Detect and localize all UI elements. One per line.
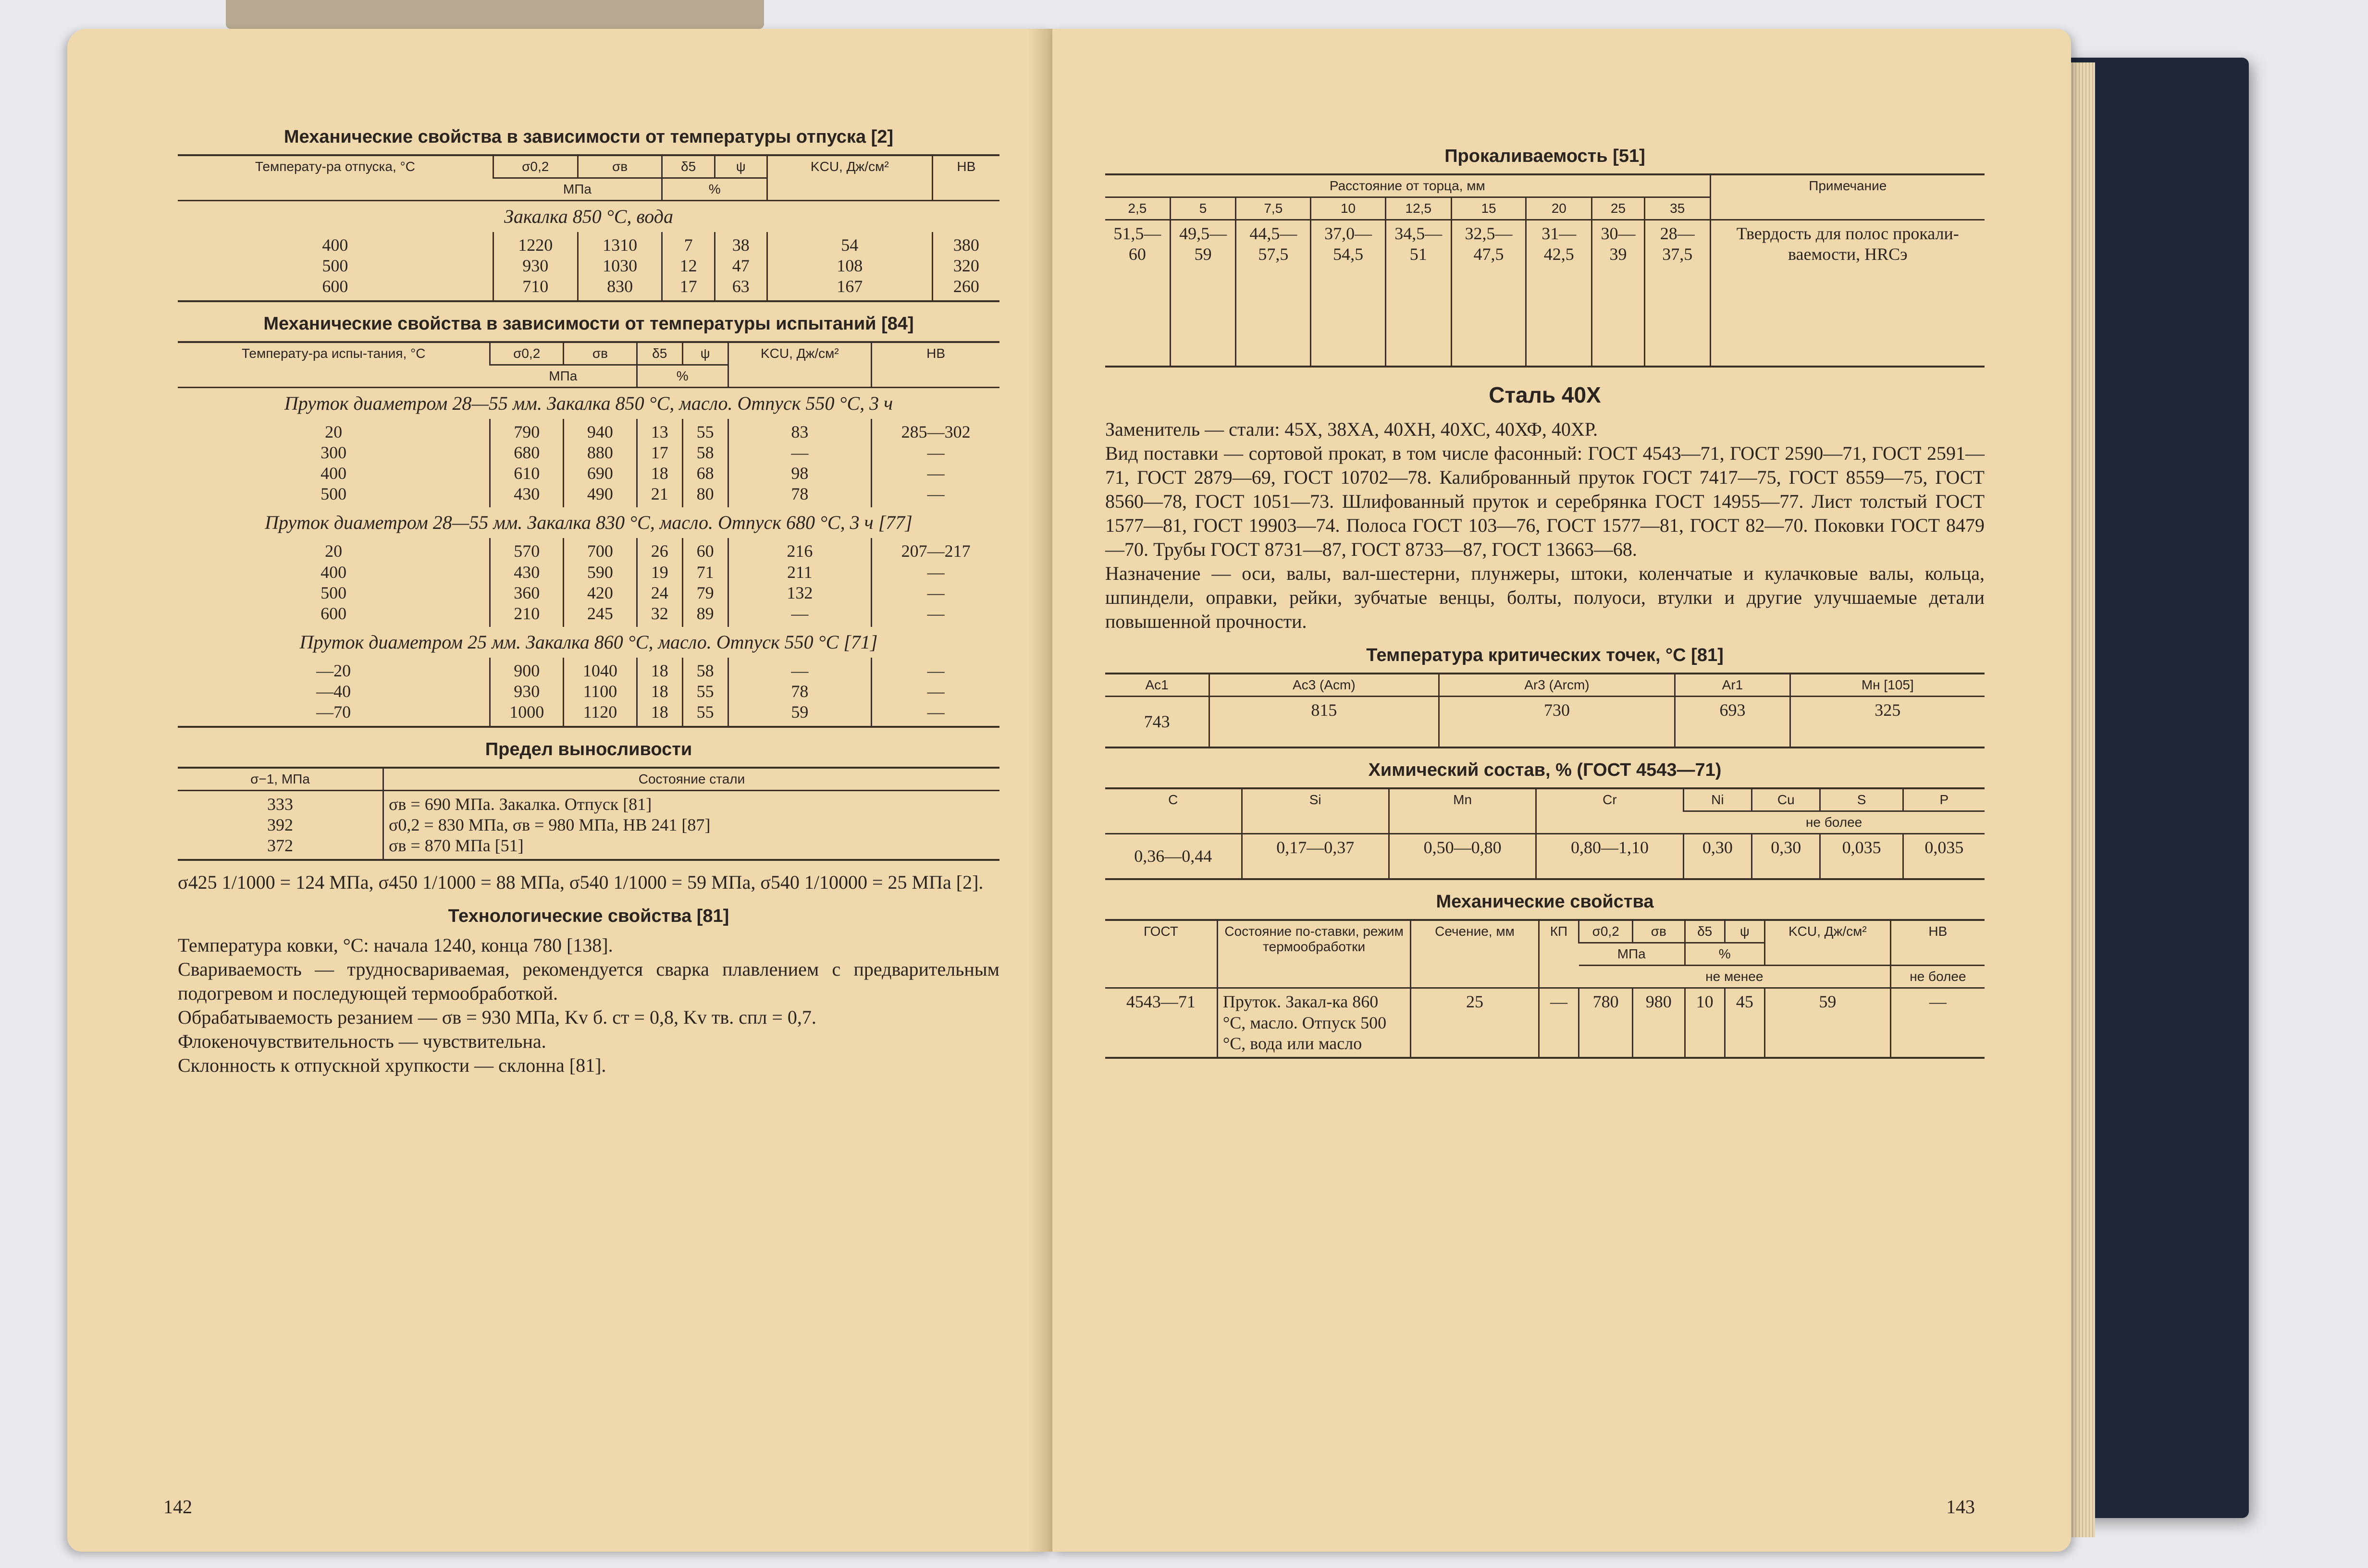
cell: —20 —40 —70 [316,661,351,722]
cell: 4543—71 [1126,992,1196,1012]
table-mechanical [1105,919,1985,1059]
cell: 1040 1100 1120 [564,658,637,727]
col-h: Ac1 [1105,674,1209,697]
col-h: 10 [1311,197,1386,220]
cell: 20 300 400 500 [321,422,347,504]
cell: 54 108 167 [767,232,932,301]
cell: 59 [1764,988,1890,1058]
col-h: 5 [1170,197,1236,220]
group-label: Пруток диаметром 28—55 мм. Закалка 830 °С, масло. Отпуск 680 °С, 3 ч [77] [265,512,913,534]
cell: 83 — 98 78 [728,419,872,508]
table-test-temp [178,341,999,728]
col-h: S [1820,788,1903,811]
cell: 55 58 68 80 [682,419,728,508]
col-h: 12,5 [1385,197,1451,220]
cell: 980 [1633,988,1685,1058]
col-h: Ni [1683,788,1751,811]
cell: 743 [1144,712,1170,731]
cell: 693 [1675,697,1790,748]
cell: 28—37,5 [1644,220,1710,367]
tech-line: Склонность к отпускной хрупкости — склонна [81]. [178,1054,606,1077]
tech-line: Обрабатываемость резанием — σв = 930 МПа, Kv б. ст = 0,8, Kv тв. спл = 0,7. [178,1006,816,1029]
col-h: 7,5 [1236,197,1311,220]
col-h: Состояние стали [383,768,1000,791]
unit: не более [1683,811,1985,834]
table-temper [178,154,999,302]
cell: 25 [1411,988,1539,1058]
unit: МПа [493,178,662,201]
col-h: P [1903,788,1985,811]
col-h: НВ [872,342,999,388]
desc-line: Вид поставки — сортовой прокат, в том числе фасонный: ГОСТ 4543—71, ГОСТ 2590—71, ГОСТ 2591—71, ГОСТ 2879—69, ГОСТ 10702—78. Калиброванный пруток ГОСТ 7417—75, ГОСТ 8559—75, ГОСТ 8560—78, ГОСТ 1051—73. Шлифованный пруток и серебрянка ГОСТ 14955—77. Лист толстый ГОСТ 1577—81, ГОСТ 19903—74. Полоса ГОСТ 103—76, ГОСТ 1577—81, ГОСТ 82—70. Поковки ГОСТ 8479—70. Трубы ГОСТ 8731—87, ГОСТ 8733—87, ГОСТ 13663—68. [1105,442,1985,560]
cell: 30—39 [1592,220,1645,367]
cell: 51,5—60 [1113,224,1161,264]
cell: 900 930 1000 [490,658,564,727]
cell: 0,80—1,10 [1536,834,1683,880]
col-h: 15 [1451,197,1526,220]
t1-title: Механические свойства в зависимости от температуры отпуска [2] [284,127,894,147]
col-h: Mn [1389,788,1536,834]
cell: 780 [1579,988,1633,1058]
cell: 60 71 79 89 [682,538,728,627]
col-h: Si [1242,788,1389,834]
col-h: Температу-ра отпуска, °С [178,155,493,201]
table-critical-points [1105,673,1985,748]
table-endurance [178,767,999,861]
col-h: σ0,2 [493,155,578,178]
cell: 0,035 [1903,834,1985,880]
group-label: Закалка 850 °С, вода [504,206,673,227]
tech-line: Флокеночувствительность — чувствительна. [178,1030,546,1053]
unit: % [662,178,767,201]
cell: 45 [1725,988,1764,1058]
unit: % [637,365,728,387]
page-right [1052,29,2071,1552]
cell: 1310 1030 830 [578,232,662,301]
unit: МПа [490,365,637,387]
col-h: Ac3 (Acm) [1209,674,1439,697]
cell: 730 [1439,697,1675,748]
cell: 7 12 17 [662,232,715,301]
group-label: Пруток диаметром 25 мм. Закалка 860 °С, масло. Отпуск 550 °С [71] [299,631,878,653]
table-hardenability [1105,173,1985,368]
page-left [67,29,1052,1552]
cell: 285—302 — — — [872,419,999,508]
cell: 570 430 360 210 [490,538,564,627]
cell: 400 500 600 [322,235,348,296]
col-h: Сечение, мм [1411,920,1539,988]
col-h: KCU, Дж/см² [1764,920,1890,966]
cell: 20 400 500 600 [321,541,347,623]
col-h: σв [578,155,662,178]
col-h: Примечание [1710,174,1985,220]
col-h: Ar3 (Arcm) [1439,674,1675,697]
col-h: ψ [1725,920,1764,943]
desc-line: Назначение — оси, валы, вал-шестерни, плунжеры, штоки, коленчатые и кулачковые валы, кольца, шпиндели, оправки, рейки, зубчатые венцы, болты, полуоси, втулки и другие улучшаемые детали повышенной прочности. [1105,563,1985,632]
cell: 31—42,5 [1526,220,1592,367]
cell: 790 680 610 430 [490,419,564,508]
col-h: δ5 [662,155,715,178]
cell: σв = 690 МПа. Закалка. Отпуск [81] σ0,2 = 830 МПа, σв = 980 МПа, НВ 241 [87] σв = 870 МПа [51] [383,790,1000,860]
col-h: 35 [1644,197,1710,220]
col-h: KCU, Дж/см² [728,342,872,388]
cell: — [1890,988,1985,1058]
cell: 380 320 260 [932,232,999,301]
cell: 44,5—57,5 [1236,220,1311,367]
hard-title: Прокаливаемость [51] [1444,146,1645,166]
cell: — 78 59 [728,658,872,727]
col-h: КП [1539,920,1579,988]
cell: 0,17—0,37 [1242,834,1389,880]
cell: Твердость для полос прокали-ваемости, HRCэ [1710,220,1985,367]
col-h: C [1105,788,1242,834]
desc-line: Заменитель — стали: 45Х, 38ХА, 40ХН, 40ХС, 40ХФ, 40ХР. [1105,418,1598,440]
cell: 0,035 [1820,834,1903,880]
tech-title: Технологические свойства [81] [448,906,729,927]
page-number: 143 [1946,1496,1975,1518]
cell: 58 55 55 [682,658,728,727]
crit-title: Температура критических точек, °С [81] [1366,645,1724,665]
cell: 13 17 18 21 [637,419,682,508]
col-h: σв [564,342,637,365]
cell: 10 [1685,988,1725,1058]
cell: 325 [1790,697,1985,748]
cell: Пруток. Закал-ка 860 °С, масло. Отпуск 500 °С, вода или масло [1217,988,1411,1058]
col-h: 2,5 [1105,197,1170,220]
tech-line: Свариваемость — трудносвариваемая, рекомендуется сварка плавлением с предварительным подогревом и последующей термообработкой. [178,958,999,1004]
col-h: σв [1633,920,1685,943]
unit: МПа [1579,943,1685,966]
tech-line: Температура ковки, °С: начала 1240, конца 780 [138]. [178,934,613,956]
creep-line: σ425 1/1000 = 124 МПа, σ450 1/1000 = 88 МПа, σ540 1/1000 = 59 МПа, σ540 1/10000 = 25 МПа [2]. [178,871,984,894]
cell: — [1539,988,1579,1058]
cell: 333 392 372 [267,794,293,855]
cell: 700 590 420 245 [564,538,637,627]
cell: 49,5—59 [1170,220,1236,367]
col-h: σ−1, МПа [178,768,383,791]
col-h: σ0,2 [490,342,564,365]
cell: 207—217 — — — [872,538,999,627]
cell: — — — [872,658,999,727]
col-h: Мн [105] [1790,674,1985,697]
col-h: δ5 [637,342,682,365]
col-h: Расстояние от торца, мм [1105,174,1710,197]
cell: 38 47 63 [715,232,767,301]
t2-title: Механические свойства в зависимости от температуры испытаний [84] [263,313,914,334]
unit: не менее [1579,966,1890,988]
group-label: Пруток диаметром 28—55 мм. Закалка 850 °С, масло. Отпуск 550 °С, 3 ч [284,392,893,414]
cell: 37,0—54,5 [1311,220,1386,367]
cell: 26 19 24 32 [637,538,682,627]
col-h: σ0,2 [1579,920,1633,943]
cell: 940 880 690 490 [564,419,637,508]
table-chemistry [1105,787,1985,880]
clip [226,0,764,29]
cell: 0,50—0,80 [1389,834,1536,880]
col-h: δ5 [1685,920,1725,943]
col-h: Ar1 [1675,674,1790,697]
col-h: НВ [932,155,999,201]
col-h: ГОСТ [1105,920,1217,988]
page-number: 142 [163,1496,192,1518]
col-h: ψ [715,155,767,178]
col-h: KCU, Дж/см² [767,155,932,201]
cell: 815 [1209,697,1439,748]
col-h: Температу-ра испы-тания, °С [178,342,490,388]
cell: 34,5—51 [1385,220,1451,367]
col-h: Состояние по-ставки, режим термообработки [1217,920,1411,988]
cell: 216 211 132 — [728,538,872,627]
cell: 0,30 [1752,834,1820,880]
col-h: 20 [1526,197,1592,220]
chem-title: Химический состав, % (ГОСТ 4543—71) [1368,760,1722,781]
t3-title: Предел выносливости [485,739,692,760]
col-h: Cu [1752,788,1820,811]
unit: не более [1890,966,1985,988]
col-h: 25 [1592,197,1645,220]
cell: 0,36—0,44 [1134,846,1212,866]
col-h: Cr [1536,788,1683,834]
col-h: ψ [682,342,728,365]
steel-title: Сталь 40Х [1489,382,1601,407]
cell: 18 18 18 [637,658,682,727]
mech-title: Механические свойства [1436,892,1654,912]
cell: 1220 930 710 [493,232,578,301]
cell: 32,5—47,5 [1451,220,1526,367]
cell: 0,30 [1683,834,1751,880]
col-h: НВ [1890,920,1985,966]
unit: % [1685,943,1764,966]
